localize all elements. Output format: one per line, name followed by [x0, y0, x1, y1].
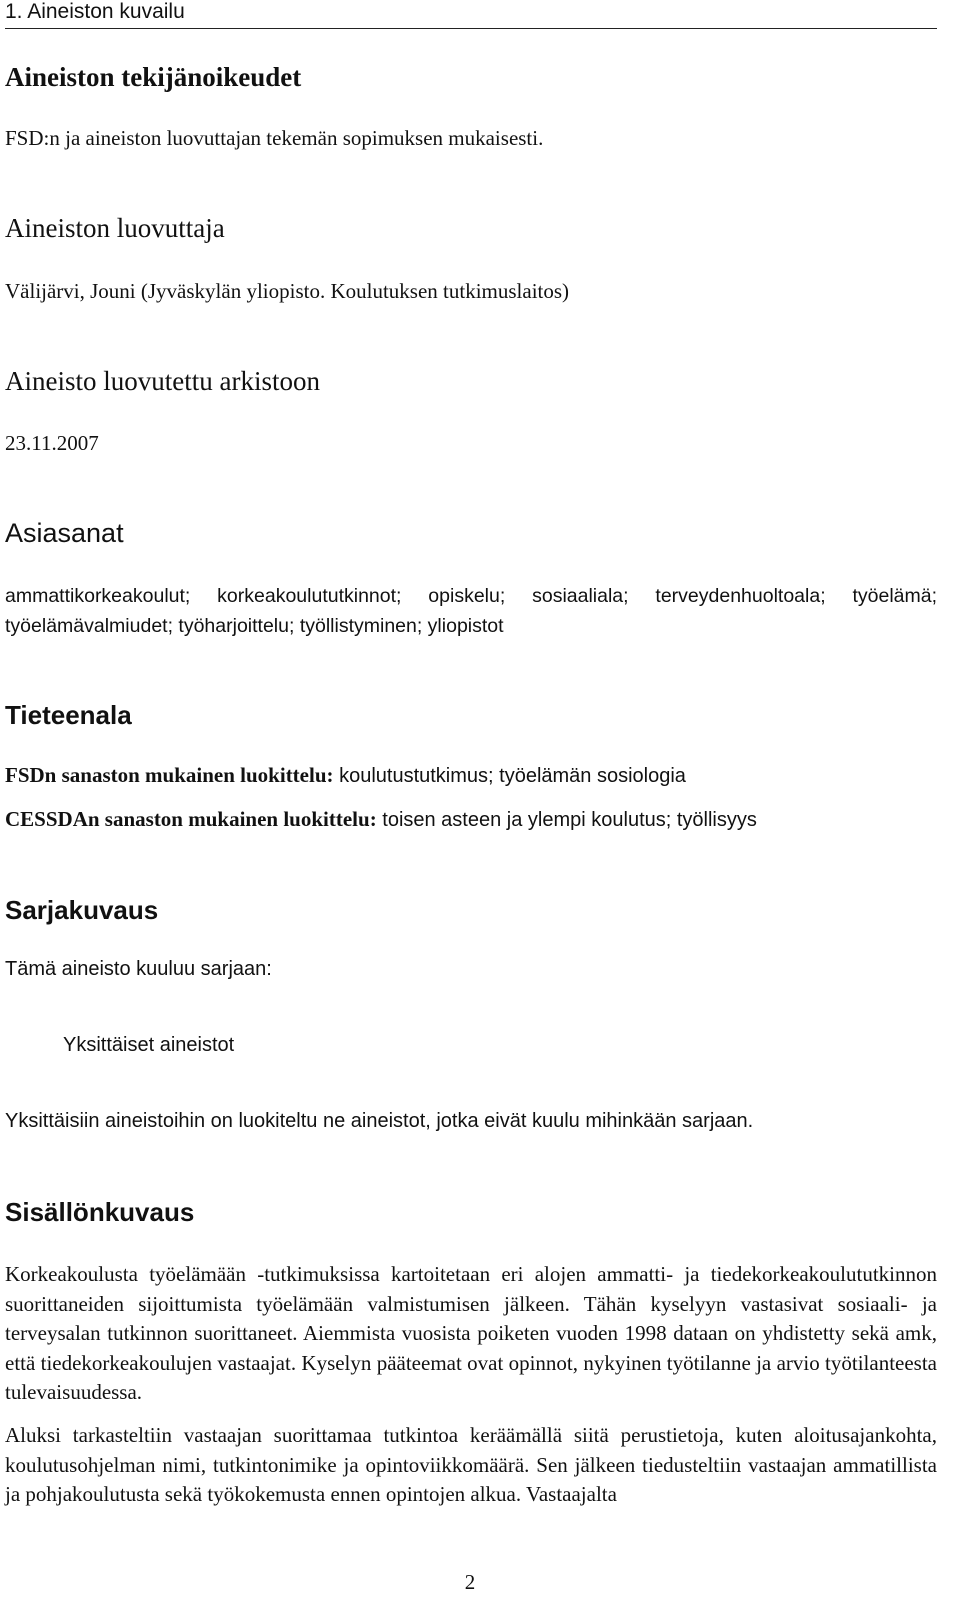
content-paragraph-1: Korkeakoulusta työelämään -tutkimuksissa kartoitetaan eri alojen ammatti- ja tiedekorkeakoulututkinnon suorittaneiden sijoittumista työelämään valmistumisen jälkeen. Tähän kyselyyn vastasivat sosiaali- ja terveysalan tutkinnon suorittaneet. Aiemmista vuosista poiketen vuoden 1998 dataan on yhdistetty sekä amk, että tiedekorkeakoulujen vastaajat. Kyselyn pääteemat ovat opinnot, nykyinen työtilanne ja arvio työtilanteesta tulevaisuudessa. — [5, 1262, 937, 1405]
fsd-classification-label: FSDn sanaston mukainen luokittelu: — [5, 763, 334, 787]
copyright-text: FSD:n ja aineiston luovuttajan tekemän sopimuksen mukaisesti. — [5, 126, 544, 150]
content-paragraph-2: Aluksi tarkasteltiin vastaajan suorittamaa tutkintoa keräämällä siitä perustietoja, kuten aloitusajankohta, koulutusohjelman nimi, tutkintonimike ja opintoviikkomäärä. Sen jälkeen tiedusteltiin vastaajan ammatillista ja pohjakoulutusta sekä työkokemusta ennen opintojen alkua. Vastaajalta — [5, 1423, 937, 1507]
series-name: Yksittäiset aineistot — [63, 1034, 235, 1056]
depositor-heading: Aineiston luovuttaja — [5, 213, 225, 243]
content-heading: Sisällönkuvaus — [5, 1197, 195, 1227]
archived-heading: Aineisto luovutettu arkistoon — [5, 366, 320, 396]
cessda-classification-label: CESSDAn sanaston mukainen luokittelu: — [5, 807, 377, 831]
archived-date: 23.11.2007 — [5, 431, 99, 455]
cessda-classification — [5, 807, 757, 832]
field-heading: Tieteenala — [5, 700, 132, 730]
cessda-classification-value: toisen asteen ja ylempi koulutus; työllisyys — [376, 809, 757, 831]
keywords-heading: Asiasanat — [5, 518, 124, 548]
series-heading: Sarjakuvaus — [5, 895, 159, 925]
copyright-heading: Aineiston tekijänoikeudet — [5, 62, 302, 92]
page-number: 2 — [464, 1570, 476, 1594]
series-description: Yksittäisiin aineistoihin on luokiteltu ne aineistot, jotka eivät kuulu mihinkään sarjaan. — [5, 1110, 754, 1132]
fsd-classification-value: koulutustutkimus; työelämän sosiologia — [333, 765, 686, 787]
keywords-text: ammattikorkeakoulut; korkeakoulututkinnot; opiskelu; sosiaaliala; terveydenhuoltoala; työelämä; työelämävalmiudet; työharjoittelu; työllistyminen; yliopistot — [5, 585, 937, 637]
series-intro: Tämä aineisto kuuluu sarjaan: — [5, 958, 272, 980]
depositor-text: Välijärvi, Jouni (Jyväskylän yliopisto. Koulutuksen tutkimuslaitos) — [5, 279, 570, 303]
fsd-classification — [5, 763, 686, 788]
running-header: 1. Aineiston kuvailu — [5, 0, 937, 29]
